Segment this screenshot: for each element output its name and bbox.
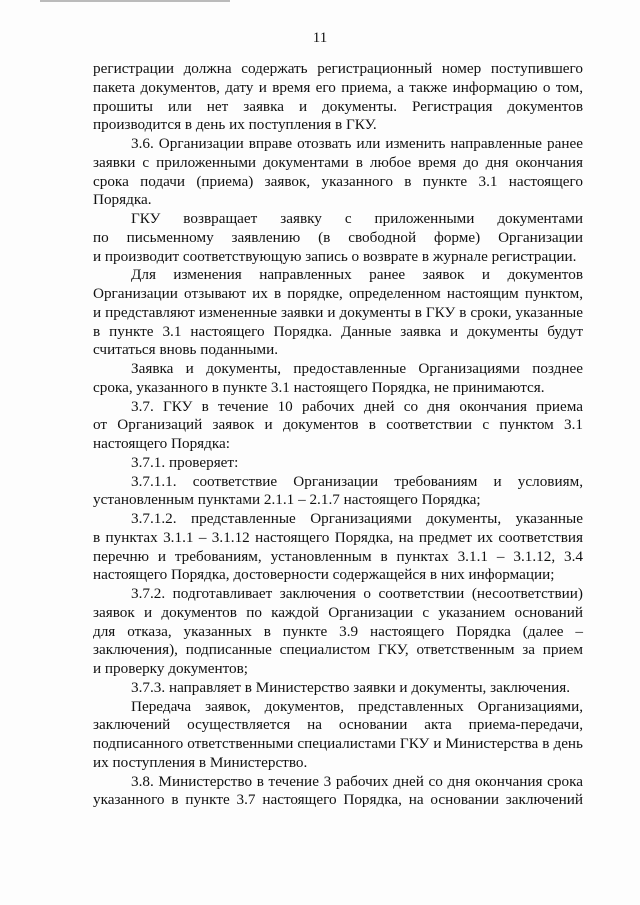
text-line: считаться вновь поданными. — [93, 341, 278, 359]
text-line: в пунктах 3.1.1 – 3.1.12 настоящего Порядка, на предмет их соответствия — [93, 528, 583, 546]
text-line: и проверку документов; — [93, 660, 248, 677]
text-line: Передача заявок, документов, представленных Организациями, — [131, 697, 583, 715]
text-line: 3.7.3. направляет в Министерство заявки и документы, заключения. — [131, 678, 571, 696]
text-line: их поступления в Министерство. — [93, 753, 308, 771]
text-line: 3.6. Организации вправе отозвать или изменить направленные ранее — [131, 135, 583, 152]
text-line: установленным пунктами 2.1.1 – 2.1.7 настоящего Порядка; — [93, 491, 481, 509]
text-line: пакета документов, дату и время его приема, а также информацию о том, — [93, 78, 583, 96]
text-line: и представляют измененные заявки и документы в ГКУ в сроки, указанные — [93, 303, 583, 321]
text-line: 3.7.1.2. представленные Организациями документы, указанные — [131, 510, 583, 527]
text-line: в пункте 3.1 настоящего Порядка. Данные заявка и документы будут — [93, 322, 583, 340]
text-line: регистрации должна содержать регистрационный номер поступившего — [93, 60, 583, 77]
text-line: производится в день их поступления в ГКУ. — [93, 116, 377, 134]
text-line: ГКУ возвращает заявку с приложенными документами — [131, 210, 583, 227]
text-line: 3.7.1. проверяет: — [131, 453, 239, 471]
text-line: 3.7.1.1. соответствие Организации требованиям и условиям, — [131, 472, 583, 490]
document-body — [93, 60, 583, 810]
text-line: 3.7. ГКУ в течение 10 рабочих дней со дня окончания приема — [131, 397, 583, 415]
text-line: 3.8. Министерство в течение 3 рабочих дней со дня окончания срока — [131, 772, 583, 790]
page-number: 11 — [312, 30, 328, 46]
text-line: указанного в пункте 3.7 настоящего Порядка, на основании заключений — [93, 791, 583, 809]
text-line: срока подачи (приема) заявок, указанного в пункте 3.1 настоящего — [93, 172, 583, 190]
text-line: и производит соответствующую запись о возврате в журнале регистрации. — [93, 247, 577, 265]
text-line: для отказа, указанных в пункте 3.9 настоящего Порядка (далее – — [93, 622, 583, 640]
text-line: подписанного ответственными специалистами ГКУ и Министерства в день — [93, 735, 583, 752]
text-line: настоящего Порядка: — [93, 435, 230, 452]
text-line: заявки с приложенными документами в любое время до дня окончания — [93, 153, 583, 171]
text-line: прошиты или нет заявка и документы. Регистрация документов — [93, 97, 583, 115]
text-line: 3.7.2. подготавливает заключения о соответствии (несоответствии) — [131, 585, 583, 602]
text-line: перечню и требованиям, установленным в пунктах 3.1.1 – 3.1.12, 3.4 — [93, 547, 583, 565]
text-line: срока, указанного в пункте 3.1 настоящего Порядка, не принимаются. — [93, 378, 545, 396]
text-line: заключения), подписанные специалистом ГКУ, ответственным за прием — [93, 641, 583, 659]
text-line: Порядка. — [93, 191, 152, 209]
text-line: заключений осуществляется на основании акта приема-передачи, — [93, 716, 583, 734]
text-line: Для изменения направленных ранее заявок и документов — [131, 266, 583, 284]
text-line: Организации отзывают их в порядке, определенном настоящим пунктом, — [93, 285, 583, 302]
text-line: по письменному заявлению (в свободной форме) Организации — [93, 228, 583, 246]
text-line: Заявка и документы, предоставленные Организациями позднее — [131, 360, 583, 377]
scan-edge-line — [40, 0, 230, 2]
text-line: от Организаций заявок и документов в соответствии с пунктом 3.1 — [93, 416, 583, 434]
text-line: заявок и документов по каждой Организации с указанием оснований — [93, 603, 583, 621]
text-line: настоящего Порядка, достоверности содержащейся в них информации; — [93, 566, 555, 584]
